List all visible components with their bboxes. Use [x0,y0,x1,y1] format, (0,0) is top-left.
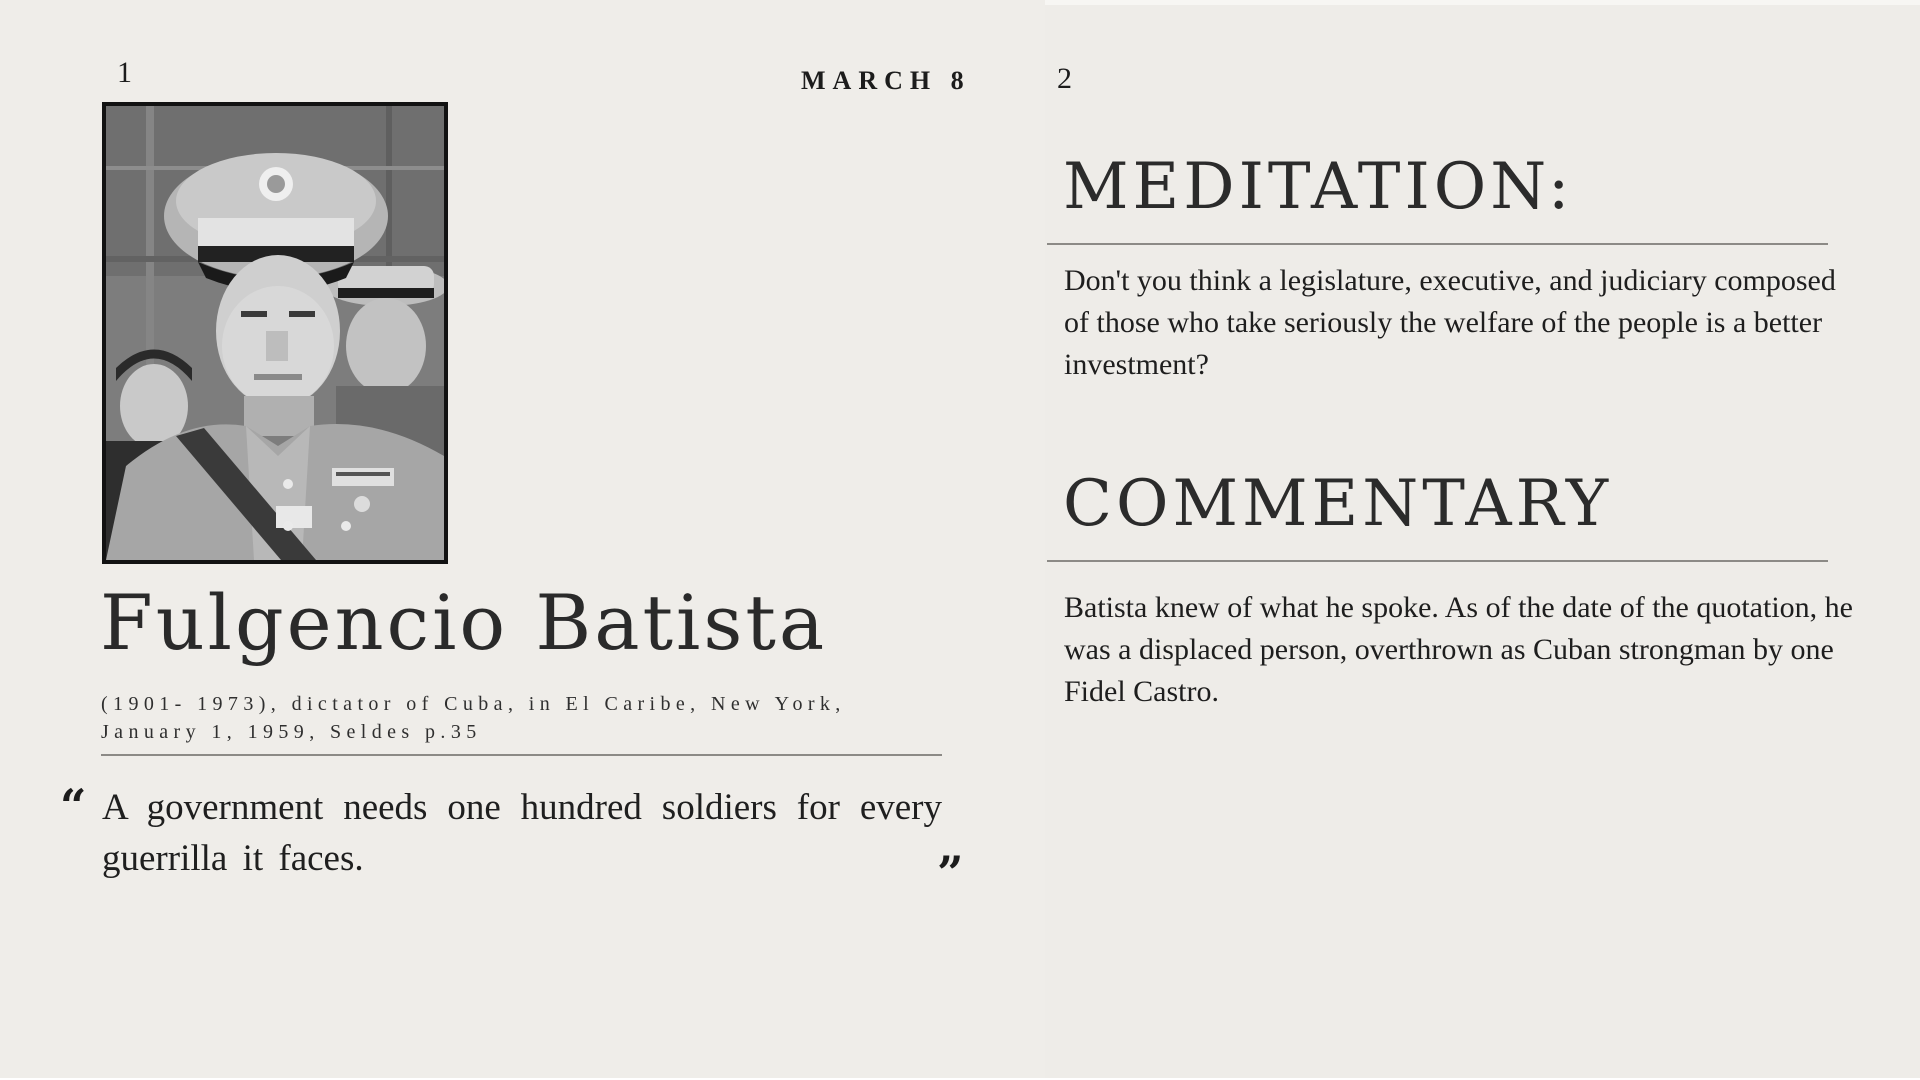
person-bio [101,690,961,746]
portrait-photo [102,102,448,564]
open-quote-icon: “ [60,779,87,833]
bio-line-2: January 1, 1959, Seldes p.35 [101,721,482,743]
quote-text: A government needs one hundred soldiers for every guerrilla it faces. [102,787,942,879]
meditation-text: Don't you think a legislature, executive, and judiciary composed of those who take seriously the welfare of the people is a better investment? [1064,264,1836,381]
person-name: Fulgencio Batista [100,578,828,667]
divider-meditation [1047,243,1828,245]
commentary-text: Batista knew of what he spoke. As of the date of the quotation, he was a displaced person, overthrown as Cuban strongman by one Fidel Castro. [1064,591,1853,708]
close-quote-icon: ” [937,846,964,900]
portrait-image [106,106,444,560]
divider-left [101,754,942,756]
page-date: MARCH 8 [801,66,971,95]
divider-commentary [1047,560,1828,562]
meditation-heading: MEDITATION: [1063,150,1574,224]
commentary-heading: COMMENTARY [1063,467,1613,541]
page-number-left: 1 [117,56,132,89]
bio-line-1: (1901- 1973), dictator of Cuba, in El Caribe, New York, [101,693,846,715]
page-number-right: 2 [1057,62,1072,95]
